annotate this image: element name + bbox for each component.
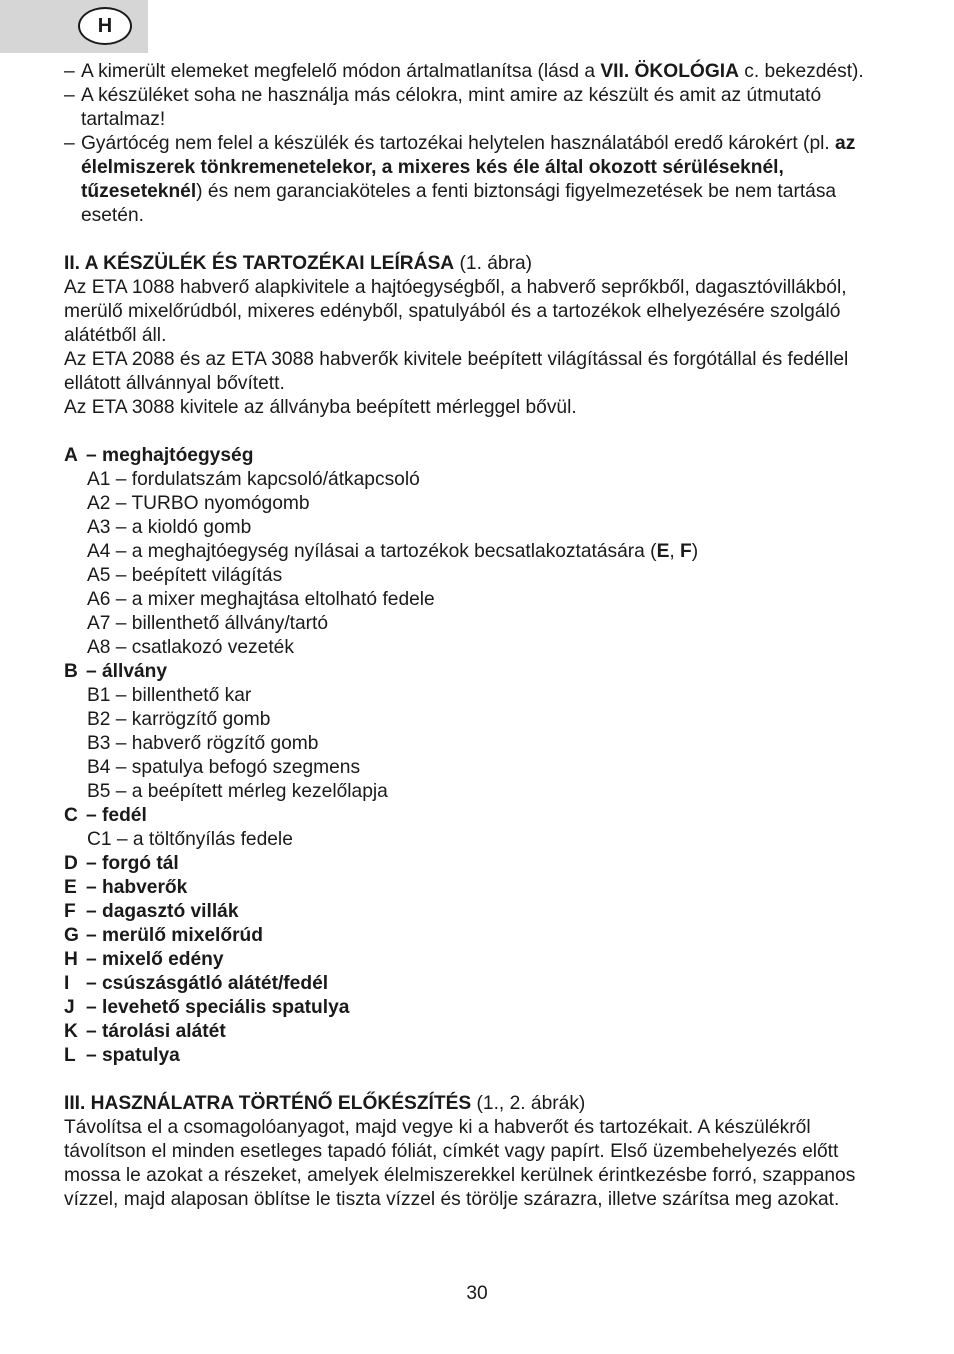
warning-item <box>64 132 894 228</box>
section-heading <box>64 1092 894 1116</box>
warning-item <box>64 84 894 132</box>
part-group <box>64 444 894 468</box>
sub-part-text: , <box>669 541 681 562</box>
part-name: – levehető speciális spatulya <box>86 997 350 1018</box>
part-name: – tárolási alátét <box>86 1021 226 1042</box>
bullet-dash: – <box>64 133 75 154</box>
part-group <box>64 948 894 972</box>
sub-part: B4 – spatulya befogó szegmens <box>87 757 361 778</box>
sub-part: A6 – a mixer meghajtása eltolható fedele <box>87 589 435 610</box>
part-letter: G <box>64 925 79 946</box>
part-letter: B <box>64 661 78 682</box>
warning-text: c. bekezdést). <box>738 61 864 82</box>
sub-part: B5 – a beépített mérleg kezelőlapja <box>87 781 388 802</box>
sub-part: A7 – billenthető állvány/tartó <box>87 613 329 634</box>
paragraph: Távolítsa el a csomagolóanyagot, majd vegye ki a habverőt és tartozékait. A készülékről távolítson el minden esetleges tapadó fóliát, címkét vagy papírt. Első üzembehelyezés előtt mossa le azokat a részeket, amelyek élelmiszerekkel kerülnek érintkezésbe forró, szappanos vízzel, majd alaposan öblítse le tiszta vízzel és törölje szárazra, illetve szárítsa meg azokat. <box>64 1117 856 1210</box>
page-number: 30 <box>466 1283 488 1304</box>
part-group <box>64 900 894 924</box>
part-name: – dagasztó villák <box>86 901 239 922</box>
part-group <box>64 804 894 828</box>
sub-part: A1 – fordulatszám kapcsoló/átkapcsoló <box>87 469 420 490</box>
part-name: – állvány <box>86 661 168 682</box>
warning-emphasis: az élelmiszerek tönkremenetelekor, a mixeres kés éle által okozott sérüléseknél, tűzeseteknél <box>81 133 856 202</box>
part-letter: J <box>64 997 75 1018</box>
sub-part: B1 – billenthető kar <box>87 685 252 706</box>
part-group <box>64 660 894 684</box>
sub-part: C1 – a töltőnyílás fedele <box>87 829 293 850</box>
figure-reference: (1., 2. ábrák) <box>471 1093 586 1114</box>
part-letter: K <box>64 1021 78 1042</box>
part-group <box>64 852 894 876</box>
paragraph: Az ETA 2088 és az ETA 3088 habverők kivitele beépített világítással és forgótállal és fedéllel ellátott állvánnyal bővített. <box>64 349 849 394</box>
part-letter: D <box>64 853 78 874</box>
sub-part-text: A4 – a meghajtóegység nyílásai a tartozékok becsatlakoztatására ( <box>87 541 657 562</box>
sub-part: A5 – beépített világítás <box>87 565 283 586</box>
part-letter: I <box>64 973 70 994</box>
part-ref: F <box>680 541 692 562</box>
part-name: – meghajtóegység <box>86 445 254 466</box>
part-group <box>64 972 894 996</box>
sub-part <box>64 540 894 564</box>
section-title: II. A KÉSZÜLÉK ÉS TARTOZÉKAI LEÍRÁSA <box>64 253 455 274</box>
language-badge: H <box>78 7 132 45</box>
part-letter: E <box>64 877 77 898</box>
warning-text: Gyártócég nem felel a készülék és tartozékai helytelen használatából eredő károkért (pl. <box>81 133 836 154</box>
section-title: III. HASZNÁLATRA TÖRTÉNŐ ELŐKÉSZÍTÉS <box>64 1093 472 1114</box>
part-letter: A <box>64 445 78 466</box>
language-tab <box>0 0 148 53</box>
part-name: – forgó tál <box>86 853 179 874</box>
warning-text: A kimerült elemeket megfelelő módon ártalmatlanítsa (lásd a <box>81 61 601 82</box>
warning-emphasis: VII. ÖKOLÓGIA <box>600 61 739 82</box>
warning-item <box>64 60 894 84</box>
part-name: – spatulya <box>86 1045 180 1066</box>
part-letter: F <box>64 901 76 922</box>
page-content <box>64 60 894 1212</box>
paragraph: Az ETA 1088 habverő alapkivitele a hajtóegységből, a habverő seprőkből, dagasztóvillákból, merülő mixelőrúdból, mixeres edényből, spatulyából és a tartozékok elhelyezésére szolgáló alátétből áll. <box>64 277 847 346</box>
sub-part: A8 – csatlakozó vezeték <box>87 637 294 658</box>
part-letter: C <box>64 805 78 826</box>
section-heading <box>64 252 894 276</box>
part-group <box>64 1044 894 1068</box>
part-group <box>64 924 894 948</box>
part-name: – mixelő edény <box>86 949 224 970</box>
part-letter: H <box>64 949 78 970</box>
part-name: – merülő mixelőrúd <box>86 925 263 946</box>
part-letter: L <box>64 1045 76 1066</box>
sub-part: B2 – karrögzítő gomb <box>87 709 271 730</box>
bullet-dash: – <box>64 61 75 82</box>
part-group <box>64 996 894 1020</box>
warning-text: ) és nem garanciaköteles a fenti biztonsági figyelmezetések be nem tartása esetén. <box>81 181 837 226</box>
part-name: – csúszásgátló alátét/fedél <box>86 973 329 994</box>
part-group <box>64 876 894 900</box>
sub-part: B3 – habverő rögzítő gomb <box>87 733 319 754</box>
figure-reference: (1. ábra) <box>454 253 533 274</box>
warning-text: A készüléket soha ne használja más célokra, mint amire az készült és amit az útmutató tartalmaz! <box>81 85 822 130</box>
sub-part-text: ) <box>691 541 699 562</box>
part-group <box>64 1020 894 1044</box>
part-ref: E <box>656 541 670 562</box>
sub-part: A3 – a kioldó gomb <box>87 517 252 538</box>
part-name: – habverők <box>86 877 188 898</box>
part-name: – fedél <box>86 805 147 826</box>
sub-part: A2 – TURBO nyomógomb <box>87 493 310 514</box>
paragraph: Az ETA 3088 kivitele az állványba beépített mérleggel bővül. <box>64 397 577 418</box>
bullet-dash: – <box>64 85 75 106</box>
